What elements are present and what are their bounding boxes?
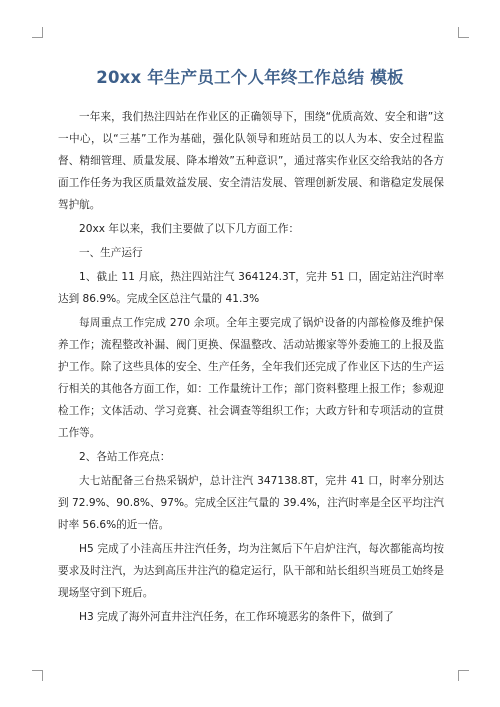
- paragraph-item-2: 2、各站工作亮点：: [79, 451, 171, 463]
- page-corner-mark-top-left: [32, 27, 43, 38]
- paragraph-h3: H3 完成了海外河直井注汽任务，在工作环境恶劣的条件下，做到了: [79, 611, 394, 623]
- paragraph-intro: 一年来，我们热注四站在作业区的正确领导下，围绕“优质高效、安全和谐”这一中心，以“三基”工作为基础，强化队领导和班站员工的以人为本、安全过程监督、精细管理、质量发展、降本增效”五种意识”，通过落实作业区交给我站的各方面工作任务为我区质量效益发展、安全清洁发展、管理创新发展、和谐稳定发展保驾护航。: [58, 111, 444, 211]
- document-title: 20xx 年生产员工个人年终工作总结 模板: [96, 68, 404, 87]
- paragraph-station-7: 大七站配备三台热采锅炉，总计注汽 347138.8T，完井 41 口，时率分别达到 72.9%、90.8%、97%。完成全区注气量的 39.4%，注汽时率是全区平均注汽时率 56.6%的近一倍。: [58, 475, 444, 531]
- section-heading-production: 一、生产运行: [79, 247, 143, 259]
- document-body: [58, 106, 444, 630]
- paragraph-weekly-work: 每周重点工作完成 270 余项。全年主要完成了锅炉设备的内部检修及维护保养工作；流程整改补漏、阀门更换、保温整改、活动站搬家等外委施工的上报及监护工作。除了这些具体的安全、生产任务，全年我们还完成了作业区下达的生产运行相关的其他各方面工作，如：工作量统计工作；部门资料整理上报工作；参观迎检工作；文体活动、学习竞赛、社会调查等组织工作；大政方针和专项活动的宣贯工作等。: [58, 317, 444, 439]
- page-corner-mark-top-right: [458, 27, 469, 38]
- paragraph-h5: H5 完成了小洼高压井注汽任务，均为注氮后下午启炉注汽，每次都能高均按要求及时注汽，为达到高压井注汽的稳定运行，队干部和站长组织当班员工始终是现场坚守到下班后。: [58, 543, 444, 599]
- paragraph-summary-lead: 20xx 年以来，我们主要做了以下几方面工作：: [79, 223, 300, 235]
- page-corner-mark-bottom-right: [458, 670, 469, 681]
- page-corner-mark-bottom-left: [32, 670, 43, 681]
- paragraph-item-1: 1、截止 11 月底，热注四站注气 364124.3T，完井 51 口，固定站注汽时率达到 86.9%。完成全区总注气量的 41.3%: [58, 271, 444, 305]
